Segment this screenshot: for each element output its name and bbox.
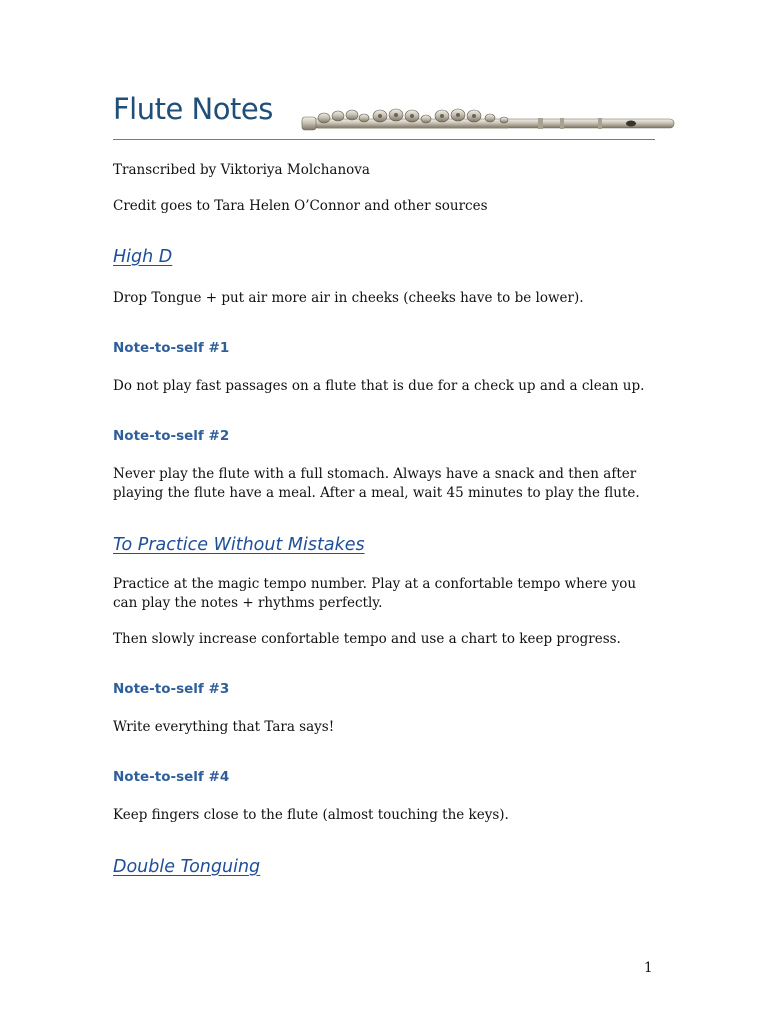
high-d-text: Drop Tongue + put air more air in cheeks (cheeks have to be lower).: [113, 290, 584, 306]
document-title: Flute Notes: [113, 92, 273, 126]
practice-text-2: Then slowly increase confortable tempo and use a chart to keep progress.: [113, 631, 621, 647]
note-4-text: Keep fingers close to the flute (almost touching the keys).: [113, 807, 509, 823]
note-1-text: Do not play fast passages on a flute that is due for a check up and a clean up.: [113, 378, 645, 394]
heading-note-4: Note-to-self #4: [113, 769, 230, 785]
note-2-text: Never play the flute with a full stomach. Always have a snack and then after playing the flute have a meal. After a meal, wait 45 minutes to play the flute.: [113, 466, 640, 501]
byline: Transcribed by Viktoriya Molchanova: [113, 162, 370, 178]
note-3-text: Write everything that Tara says!: [113, 719, 335, 735]
heading-note-2: Note-to-self #2: [113, 428, 230, 444]
page-number: 1: [644, 960, 653, 976]
title-divider: [113, 139, 655, 140]
heading-note-3: Note-to-self #3: [113, 681, 230, 697]
heading-high-d: High D: [113, 247, 173, 267]
practice-text-1: Practice at the magic tempo number. Play at a confortable tempo where you can play the notes + rhythms perfectly.: [113, 576, 637, 611]
flute-image: [298, 104, 676, 138]
heading-practice: To Practice Without Mistakes: [113, 535, 365, 555]
heading-note-1: Note-to-self #1: [113, 340, 230, 356]
heading-double-tonguing: Double Tonguing: [113, 857, 261, 877]
credit-line: Credit goes to Tara Helen O’Connor and other sources: [113, 198, 488, 214]
